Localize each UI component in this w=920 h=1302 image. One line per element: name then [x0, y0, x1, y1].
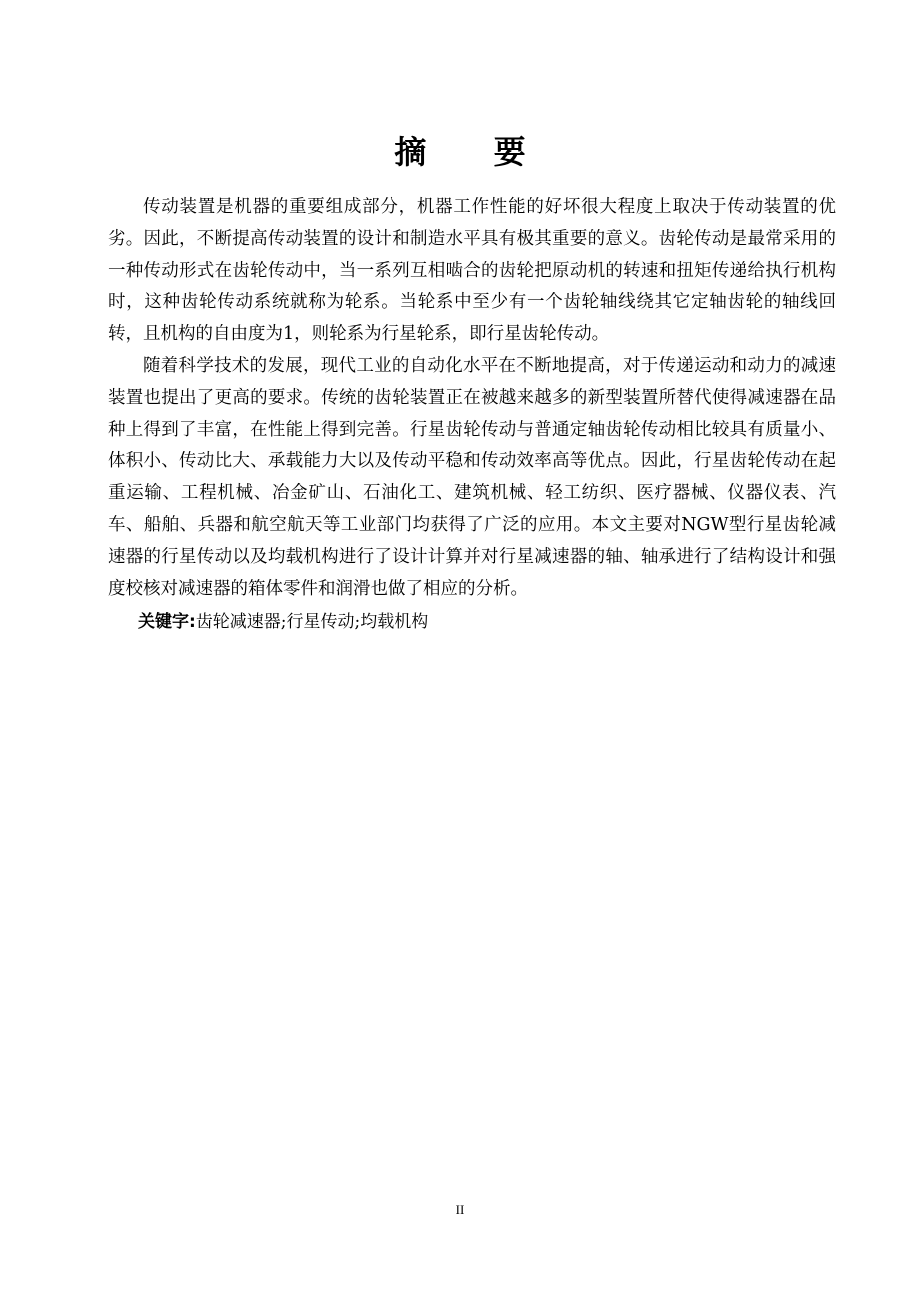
keywords-text: 齿轮减速器;行星传动;均载机构 — [195, 612, 429, 633]
page-number: II — [455, 1202, 465, 1217]
abstract-paragraph-2: 随着科学技术的发展，现代工业的自动化水平在不断地提高，对于传递运动和动力的减速装置也提出了更高的要求。传统的齿轮装置正在被越来越多的新型装置所替代使得减速器在品种上得到了丰富，在性能上得到完善。行星齿轮传动与普通定轴齿轮传动相比较具有质量小、体积小、传动比大、承载能力大以及传动平稳和传动效率高等优点。因此，行星齿轮传动在起重运输、工程机械、冶金矿山、石油化工、建筑机械、轻工纺织、医疗器械、仪器仪表、汽车、船舶、兵器和航空航天等工业部门均获得了广泛的应用。本文主要对NGW型行星齿轮减速器的行星传动以及均载机构进行了设计计算并对行星减速器的轴、轴承进行了结构设计和强度校核对减速器的箱体零件和润滑也做了相应的分析。 — [108, 355, 836, 599]
keywords-line — [108, 607, 836, 639]
abstract-title: 摘 要 — [394, 133, 554, 171]
abstract-paragraph-1: 传动装置是机器的重要组成部分，机器工作性能的好坏很大程度上取决于传动装置的优劣。因此，不断提高传动装置的设计和制造水平具有极其重要的意义。齿轮传动是最常采用的一种传动形式在齿轮传动中，当一系列互相啮合的齿轮把原动机的转速和扭矩传递给执行机构时，这种齿轮传动系统就称为轮系。当轮系中至少有一个齿轮轴线绕其它定轴齿轮的轴线回转，且机构的自由度为1，则轮系为行星轮系，即行星齿轮传动。 — [108, 197, 836, 345]
abstract-body — [108, 192, 836, 639]
keywords-label: 关键字: — [138, 612, 196, 633]
